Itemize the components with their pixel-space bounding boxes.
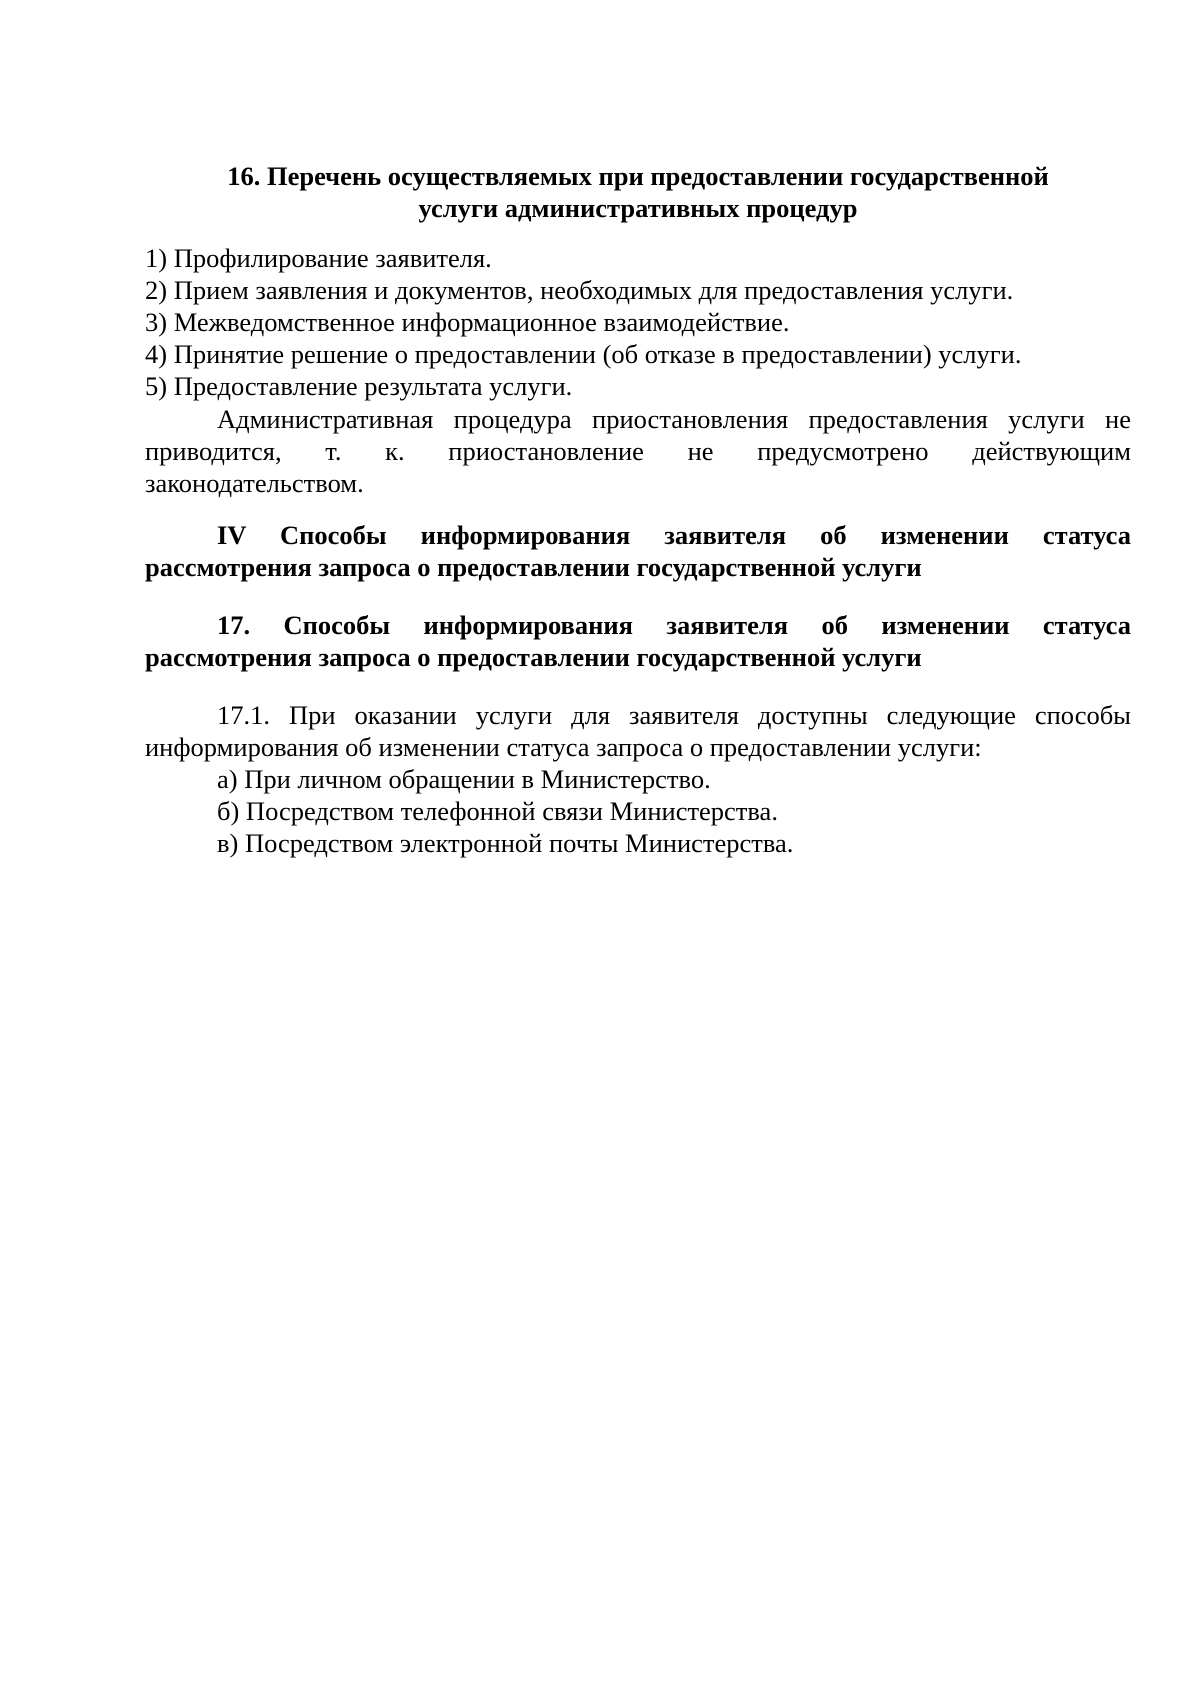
list-item: а) При личном обращении в Министерство. [217, 764, 711, 794]
list-item: 4) Принятие решение о предоставлении (об отказе в предоставлении) услуги. [145, 339, 1022, 369]
section-16-procedure-list [145, 242, 1131, 402]
section-16-heading-line-2: услуги административных процедур [418, 193, 858, 223]
list-item: 1) Профилирование заявителя. [145, 243, 492, 273]
section-16-suspension-note-block [145, 403, 1131, 499]
list-item: б) Посредством телефонной связи Министерства. [217, 796, 778, 826]
section-17-heading: 17. Способы информирования заявителя об изменении статуса рассмотрения запроса о предоставлении государственной услуги [145, 610, 1131, 672]
section-iv-heading-block [145, 519, 1131, 583]
section-17-intro: 17.1. При оказании услуги для заявителя доступны следующие способы информирования об изменении статуса запроса о предоставлении услуги: [145, 700, 1131, 762]
list-item: в) Посредством электронной почты Министерства. [217, 828, 794, 858]
section-16-heading-line-1: 16. Перечень осуществляемых при предоставлении государственной [227, 161, 1049, 191]
section-16-suspension-note: Административная процедура приостановления предоставления услуги не приводится, т. к. приостановление не предусмотрено действующим законодательством. [145, 404, 1131, 498]
section-16-heading [145, 160, 1131, 224]
list-item: 2) Прием заявления и документов, необходимых для предоставления услуги. [145, 275, 1014, 305]
list-item: 3) Межведомственное информационное взаимодействие. [145, 307, 790, 337]
section-iv-heading: IV Способы информирования заявителя об изменении статуса рассмотрения запроса о предоставлении государственной услуги [145, 520, 1131, 582]
section-17-intro-block [145, 699, 1131, 763]
section-17-heading-block [145, 609, 1131, 673]
section-17-method-list [145, 763, 1131, 859]
list-item: 5) Предоставление результата услуги. [145, 371, 573, 401]
